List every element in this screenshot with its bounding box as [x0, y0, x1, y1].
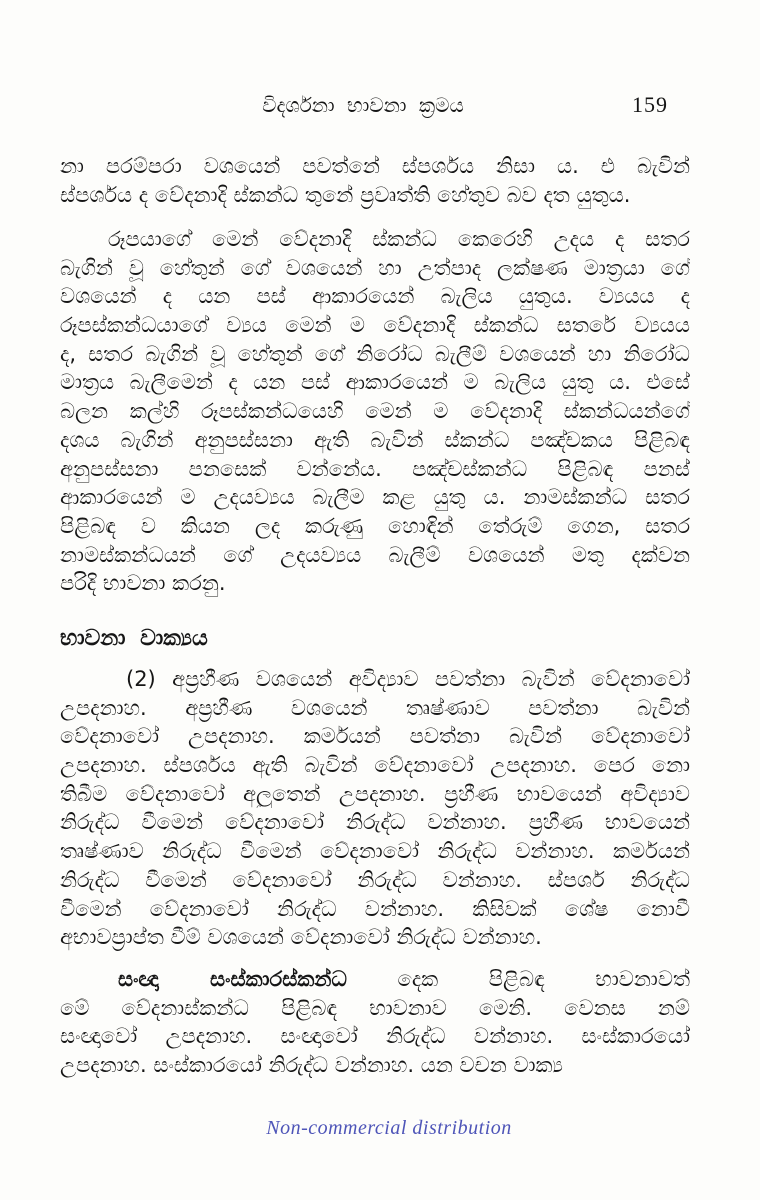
- page-number: 159: [632, 92, 668, 117]
- text-line: අභාවප්‍රාප්ත වීම් වශයෙන් වේදනාවෝ නිරුද්ධ වන්නාහ.: [60, 925, 542, 950]
- text-line: උපදනාහ. සංස්කාරයෝ නිරුද්ධ වන්නාහ. යන වචන වාක්‍ය: [60, 1053, 563, 1078]
- text-line: නා පරම්පරා වශයෙන් පවත්නේ ස්පර්ශය නිසා ය. එ බැවින්: [60, 154, 690, 178]
- paragraph-continuation: [60, 152, 690, 209]
- text-line: සංඥාවෝ උපදනාහ. සංඥාවෝ නිරුද්ධ වන්නාහ. සංස්කාරයෝ: [60, 1024, 690, 1049]
- section-heading: භාවනා වාක්‍යය: [60, 626, 208, 651]
- distribution-note: Non-commercial distribution: [266, 1117, 512, 1139]
- text-line: (2) අප්‍රහීණ වශයෙන් අවිද්‍යාව පවත්නා බැවින් වේදනාවෝ: [126, 667, 690, 691]
- page-header: [60, 93, 692, 123]
- text-line: අනුපස්සනා පනසෙක් වන්නේය. පඤ්චස්කන්ධ පිළිබඳ පනස්: [60, 456, 690, 481]
- text-line: වීමෙන් වේදනාවෝ නිරුද්ධ වන්නාහ. කිසිවක් ශේෂ නොවී: [60, 896, 690, 921]
- text-line: උපදනාහ. අප්‍රහීණ වශයෙන් තෘෂ්ණාව පවත්නා බැවින්: [60, 695, 690, 720]
- text-line: [60, 965, 690, 994]
- text-line: වශයෙන් ද යන පස් ආකාරයෙන් බැලිය යුතුය. ව්‍යයය ද: [60, 284, 690, 309]
- paragraph-bhavana-vakya: [60, 665, 690, 952]
- text-line: දශය බැගින් අනුපස්සනා ඇති බැවින් ස්කන්ධ පඤ්චකය පිළිබඳ: [60, 427, 690, 452]
- text-line: තෘෂ්ණාව නිරුද්ධ වීමෙන් වේදනාවෝ නිරුද්ධ වන්නාහ. කර්මයන්: [60, 839, 690, 864]
- text-line: තිබීම වේදනාවෝ අලුතෙන් උපදනාහ. ප්‍රහීණ භාවයෙන් අවිද්‍යාව: [60, 781, 690, 806]
- text-line: ආකාරයෙන් ම උදයව්‍යය බැලීම කළ යුතු ය. නාමස්කන්ධ සතර: [60, 485, 690, 510]
- text-line: ද, සතර බැගින් වූ හේතුන් ගේ නිරෝධ බැලීම් වශයෙන් හා නිරෝධ: [60, 341, 690, 366]
- text-line: පිළිබඳ ව කියන ලද කරුණු හොඳින් තේරුම් ගෙන, සතර: [60, 513, 690, 538]
- text-line: පරිදි භාවනා කරනු.: [60, 571, 226, 596]
- text-line: වේදනාවෝ උපදනාහ. කර්මයන් පවත්නා බැවින් වේදනාවෝ: [60, 724, 690, 749]
- lead-rest-text: දෙක පිළිබඳ භාවනාවත්: [397, 967, 690, 991]
- text-line: බලන කල්හි රූපස්කන්ධයෙහි මෙන් ම වේදනාදි ස්කන්ධයන්ගේ: [60, 399, 690, 424]
- text-line: මේ වේදනාස්කන්ධ පිළිබඳ භාවනාව මෙනි. වෙනස නම්: [60, 995, 690, 1020]
- text-line: රූපස්කන්ධයාගේ ව්‍යය මෙන් ම වේදනාදි ස්කන්ධ සතරේ ව්‍යයය: [60, 313, 690, 338]
- text-line: රූපයාගේ මෙන් වේදනාදි ස්කන්ධ කෙරෙහි උදය ද සතර: [108, 227, 690, 251]
- text-line: ස්පර්ශය ද වේදනාදි ස්කන්ධ තුනේ ප්‍රවෘත්ති හේතුව බව දත යුතුය.: [60, 182, 631, 207]
- paragraph-udayavyaya: [60, 225, 690, 598]
- running-title: විදර්ශනා භාවනා ක්‍රමය: [262, 93, 464, 117]
- bold-lead-text: සංඥා සංස්කාරස්කන්ධ: [118, 967, 347, 991]
- paragraph-sanna-sankhara: [60, 965, 690, 1080]
- text-line: උපදනාහ. ස්පර්ශය ඇති බැවින් වේදනාවෝ උපදනාහ. පෙර නො: [60, 753, 690, 778]
- text-line: මාත්‍රය බැලීමෙන් ද යන පස් ආකාරයෙන් ම බැලිය යුතු ය. එසේ: [60, 370, 690, 395]
- text-line: බැගින් වූ හේතුන් ගේ වශයෙන් හා උත්පාද ලක්ෂණ මාත්‍රයා ගේ: [60, 255, 690, 280]
- text-line: නිරුද්ධ වීමෙන් වේදනාවෝ නිරුද්ධ වන්නාහ. ස්පර්ශ නිරුද්ධ: [60, 867, 690, 892]
- text-line: නාමස්කන්ධයන් ගේ උදයව්‍යය බැලීම් වශයෙන් මතු දක්වන: [60, 542, 690, 567]
- text-line: නිරුද්ධ වීමෙන් වේදනාවෝ නිරුද්ධ වන්නාහ. ප්‍රහීණ භාවයෙන්: [60, 810, 690, 835]
